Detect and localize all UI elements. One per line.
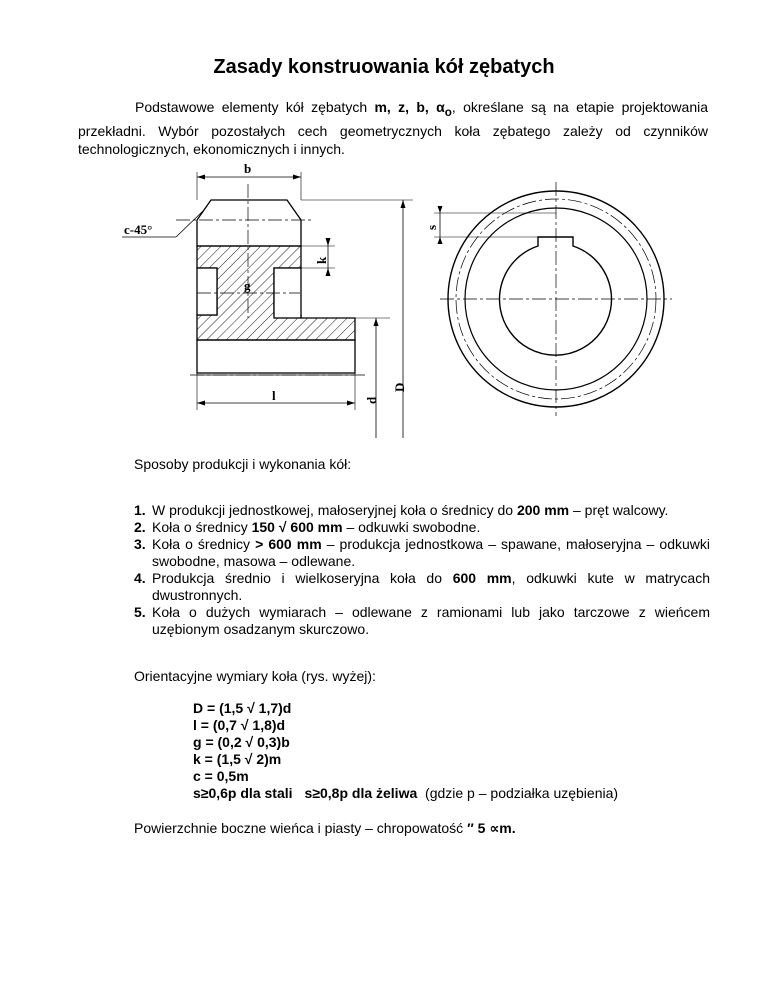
list-item: 1. W produkcji jednostkowej, małoseryjnej koła o średnicy do 200 mm – pręt walcowy. bbox=[134, 502, 669, 518]
dim-D: D = (1,5 √ 1,7)d bbox=[193, 700, 292, 716]
label-k: k bbox=[314, 256, 329, 264]
label-b: b bbox=[244, 161, 252, 176]
tooth-outline bbox=[197, 200, 301, 246]
gear-front-view bbox=[434, 182, 672, 416]
list-item: 4. Produkcja średnio i wielkoseryjna koła do 600 mm, odkuwki kute w matrycach dwustronnych. bbox=[134, 570, 710, 603]
list-item: 2. Koła o średnicy 150 √ 600 mm – odkuwki swobodne. bbox=[134, 519, 481, 535]
dim-k: k = (1,5 √ 2)m bbox=[193, 751, 282, 767]
dimensions-list bbox=[193, 700, 618, 802]
label-s: s bbox=[424, 224, 439, 230]
list-item: 3. Koła o średnicy > 600 mm – produkcja jednostkowa – spawane, małoseryjna – odkuwki swobodne, masowa – odlewane. bbox=[134, 536, 710, 569]
hub-outline bbox=[197, 340, 355, 373]
intro-params-main: m, z, b, α bbox=[374, 99, 445, 115]
page-title: Zasady konstruowania kół zębatych bbox=[213, 56, 555, 78]
production-list bbox=[134, 502, 710, 638]
intro-params-sub: o bbox=[444, 105, 452, 119]
dim-g: g = (0,2 √ 0,3)b bbox=[193, 734, 290, 750]
dim-s: s≥0,6p dla stali s≥0,8p dla żeliwa (gdzie p – podziałka uzębienia) bbox=[193, 785, 619, 801]
dim-c: c = 0,5m bbox=[193, 768, 249, 784]
bore-keyway bbox=[500, 237, 612, 355]
dimensions-title: Orientacyjne wymiary koła (rys. wyżej): bbox=[134, 668, 376, 684]
label-chamfer: c-45° bbox=[124, 222, 153, 237]
intro-text-1: Podstawowe elementy kół zębatych bbox=[135, 99, 375, 115]
list-item: 5. Koła o dużych wymiarach – odlewane z ramionami lub jako tarczowe z wieńcem uzębionym osadzanym skurczowo. bbox=[134, 604, 710, 637]
intro-text-2: , określane są na etapie projektowania przekładni. Wybór pozostałych cech geometrycznych koła zębatego zależy od czynników technologicznych, ekonomicznych i innych. bbox=[78, 99, 708, 157]
gear-drawing bbox=[0, 160, 768, 450]
production-title: Sposoby produkcji i wykonania kół: bbox=[134, 456, 352, 472]
surface-roughness: Powierzchnie boczne wieńca i piasty – chropowatość ″ 5 ∝m. bbox=[134, 820, 516, 836]
label-D-big: D bbox=[392, 382, 407, 392]
label-g: g bbox=[244, 278, 251, 293]
intro-params bbox=[374, 99, 452, 119]
left-recess bbox=[197, 268, 217, 315]
intro-paragraph bbox=[78, 98, 708, 158]
label-l: l bbox=[272, 388, 276, 403]
label-d: d bbox=[364, 396, 379, 404]
dim-l: l = (0,7 √ 1,8)d bbox=[193, 717, 286, 733]
